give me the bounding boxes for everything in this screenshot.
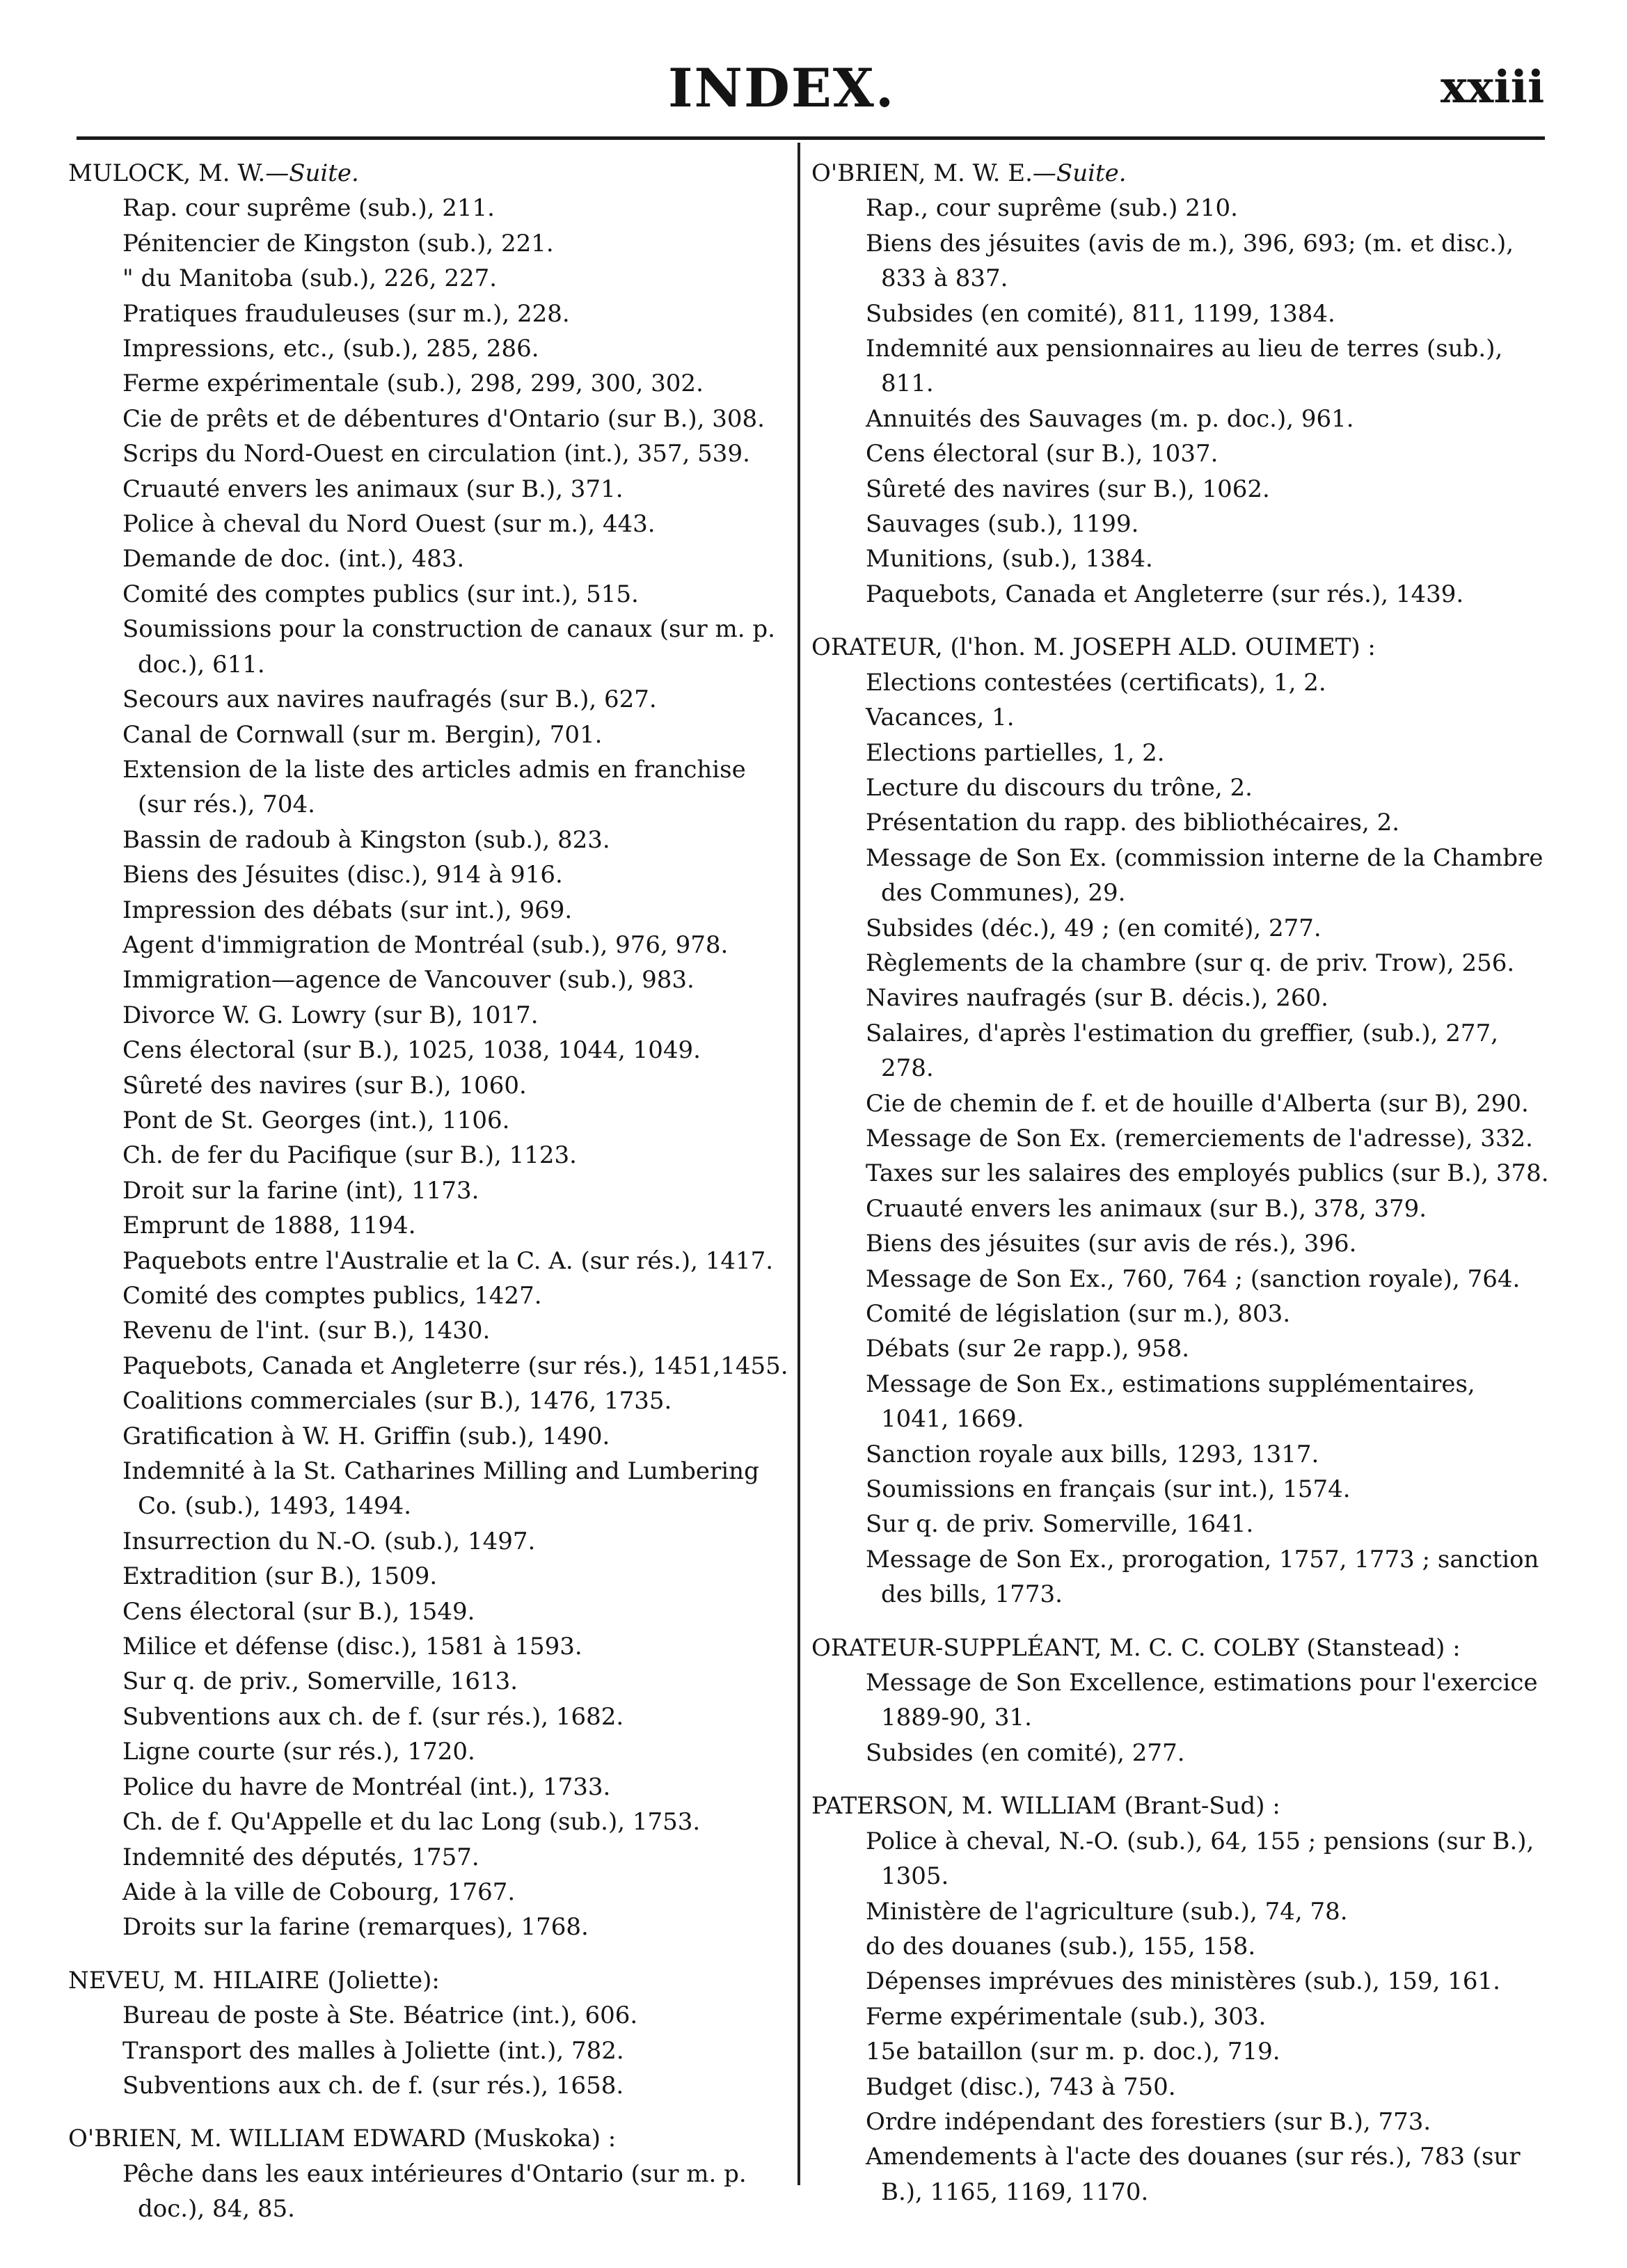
index-entry: Immigration—agence de Vancouver (sub.), 983. bbox=[122, 966, 695, 994]
index-entry: Extradition (sur B.), 1509. bbox=[122, 1562, 438, 1591]
index-entry: Biens des Jésuites (disc.), 914 à 916. bbox=[122, 861, 563, 889]
index-heading bbox=[811, 630, 1549, 665]
page-title: INDEX. bbox=[668, 57, 896, 119]
index-entry: Sur q. de priv., Somerville, 1613. bbox=[122, 1667, 518, 1696]
index-entry: Revenu de l'int. (sur B.), 1430. bbox=[122, 1317, 491, 1345]
index-entry: Budget (disc.), 743 à 750. bbox=[866, 2072, 1176, 2101]
index-entry: Biens des jésuites (sur avis de rés.), 396. bbox=[866, 1230, 1357, 1258]
index-entry: Pont de St. Georges (int.), 1106. bbox=[122, 1106, 510, 1134]
index-entry: Cens électoral (sur B.), 1549. bbox=[122, 1597, 475, 1626]
index-entry: Secours aux navires naufragés (sur B.), 627. bbox=[122, 685, 657, 714]
index-heading bbox=[811, 1789, 1549, 1823]
index-entry: Munitions, (sub.), 1384. bbox=[866, 545, 1153, 573]
index-entry: Ferme expérimentale (sub.), 298, 299, 300, 302. bbox=[122, 370, 704, 398]
heading-suffix: (Stanstead) : bbox=[1299, 1633, 1461, 1662]
index-entry: Paquebots entre l'Australie et la C. A. (sur rés.), 1417. bbox=[122, 1246, 774, 1275]
index-entry: Amendements à l'acte des douanes (sur rés.), 783 (sur B.), 1165, 1169, 1170. bbox=[866, 2143, 1521, 2206]
index-entry: Impressions, etc., (sub.), 285, 286. bbox=[122, 335, 539, 363]
index-entry: Pêche dans les eaux intérieures d'Ontario (sur m. p. doc.), 84, 85. bbox=[122, 2159, 747, 2223]
heading-suffix: —Suite. bbox=[265, 159, 359, 187]
heading-name: MULOCK, M. W. bbox=[68, 159, 266, 187]
index-entry: Police à cheval, N.-O. (sub.), 64, 155 ; pensions (sur B.), 1305. bbox=[866, 1827, 1534, 1891]
section-gap bbox=[68, 2103, 792, 2121]
index-entry: Bureau de poste à Ste. Béatrice (int.), 606. bbox=[122, 2001, 638, 2030]
index-entry: Pénitencier de Kingston (sub.), 221. bbox=[122, 229, 554, 257]
section-gap bbox=[811, 1612, 1549, 1631]
heading-suffix: (l'hon. M. JOSEPH ALD. OUIMET) : bbox=[942, 633, 1376, 662]
index-entry: Vacances, 1. bbox=[866, 704, 1015, 732]
index-entry: Message de Son Ex. (commission interne de la Chambre des Communes), 29. bbox=[866, 843, 1543, 907]
index-entry: Scrips du Nord-Ouest en circulation (int.), 357, 539. bbox=[122, 440, 750, 468]
index-entry: Indemnité des députés, 1757. bbox=[122, 1843, 479, 1871]
column-divider bbox=[797, 143, 800, 2185]
index-entry: Annuités des Sauvages (m. p. doc.), 961. bbox=[866, 404, 1354, 433]
index-entry: Soumissions pour la construction de canaux (sur m. p. doc.), 611. bbox=[122, 615, 775, 679]
header-rule bbox=[77, 136, 1545, 140]
index-entry: Rap., cour suprême (sub.) 210. bbox=[866, 194, 1238, 223]
section-gap bbox=[811, 612, 1549, 630]
index-entry: Subventions aux ch. de f. (sur rés.), 1658. bbox=[122, 2071, 624, 2100]
index-entry: Présentation du rapp. des bibliothécaires, 2. bbox=[866, 809, 1400, 837]
index-entry: Police du havre de Montréal (int.), 1733. bbox=[122, 1773, 611, 1801]
left-column bbox=[68, 156, 792, 2227]
index-entry: Droits sur la farine (remarques), 1768. bbox=[122, 1913, 589, 1942]
index-entry: Police à cheval du Nord Ouest (sur m.), 443. bbox=[122, 510, 656, 539]
index-entry: Biens des jésuites (avis de m.), 396, 693; (m. et disc.), 833 à 837. bbox=[866, 229, 1514, 293]
heading-name: O'BRIEN, M. WILLIAM EDWARD bbox=[68, 2125, 466, 2153]
heading-name: ORATEUR, bbox=[811, 633, 943, 662]
index-entry: Ministère de l'agriculture (sub.), 74, 78. bbox=[866, 1897, 1348, 1926]
index-entry: Elections contestées (certificats), 1, 2. bbox=[866, 668, 1326, 697]
index-entry: Coalitions commerciales (sur B.), 1476, 1735. bbox=[122, 1387, 672, 1415]
page-number: xxiii bbox=[1441, 61, 1545, 113]
index-heading bbox=[68, 1963, 792, 1998]
index-entry: Transport des malles à Joliette (int.), 782. bbox=[122, 2036, 624, 2065]
index-entry: Débats (sur 2e rapp.), 958. bbox=[866, 1335, 1190, 1363]
index-entry: Paquebots, Canada et Angleterre (sur rés.), 1439. bbox=[866, 580, 1464, 608]
index-heading bbox=[68, 156, 792, 191]
index-entry: Cruauté envers les animaux (sur B.), 378, 379. bbox=[866, 1194, 1427, 1223]
index-entry: Gratification à W. H. Griffin (sub.), 1490. bbox=[122, 1422, 610, 1450]
index-entry: Indemnité à la St. Catharines Milling and Lumbering Co. (sub.), 1493, 1494. bbox=[122, 1457, 759, 1521]
index-entry: Message de Son Ex. (remerciements de l'adresse), 332. bbox=[866, 1124, 1533, 1152]
index-entry: Ch. de f. Qu'Appelle et du lac Long (sub.), 1753. bbox=[122, 1808, 701, 1837]
index-entry: 15e bataillon (sur m. p. doc.), 719. bbox=[866, 2038, 1280, 2066]
index-entry: Salaires, d'après l'estimation du greffier, (sub.), 277, 278. bbox=[866, 1019, 1499, 1083]
index-entry: Message de Son Ex., estimations supplémentaires, 1041, 1669. bbox=[866, 1370, 1475, 1434]
heading-suffix: (Joliette): bbox=[319, 1966, 440, 1995]
heading-suffix: (Muskoka) : bbox=[466, 2125, 617, 2153]
index-entry: Cie de chemin de f. et de houille d'Alberta (sur B), 290. bbox=[866, 1089, 1529, 1118]
index-entry: Message de Son Ex., 760, 764 ; (sanction royale), 764. bbox=[866, 1264, 1521, 1293]
index-entry: Divorce W. G. Lowry (sur B), 1017. bbox=[122, 1001, 539, 1029]
index-entry: Demande de doc. (int.), 483. bbox=[122, 545, 465, 573]
section-gap bbox=[68, 1945, 792, 1963]
index-entry: Ch. de fer du Pacifique (sur B.), 1123. bbox=[122, 1141, 577, 1170]
heading-name: NEVEU, M. HILAIRE bbox=[68, 1966, 320, 1995]
index-entry: Subsides (déc.), 49 ; (en comité), 277. bbox=[866, 914, 1322, 942]
heading-suffix: (Brant-Sud) : bbox=[1116, 1792, 1280, 1821]
index-entry: Ferme expérimentale (sub.), 303. bbox=[866, 2002, 1267, 2031]
index-entry: Aide à la ville de Cobourg, 1767. bbox=[122, 1878, 516, 1906]
index-entry: Canal de Cornwall (sur m. Bergin), 701. bbox=[122, 720, 603, 749]
index-entry: Lecture du discours du trône, 2. bbox=[866, 773, 1253, 802]
index-entry: Taxes sur les salaires des employés publics (sur B.), 378. bbox=[866, 1159, 1549, 1188]
index-entry: Insurrection du N.-O. (sub.), 1497. bbox=[122, 1527, 536, 1555]
index-entry: Sanction royale aux bills, 1293, 1317. bbox=[866, 1440, 1319, 1468]
index-entry: Cens électoral (sur B.), 1025, 1038, 1044, 1049. bbox=[122, 1036, 701, 1065]
index-heading bbox=[811, 156, 1549, 191]
heading-name: O'BRIEN, M. W. E. bbox=[811, 159, 1033, 187]
index-entry: Bassin de radoub à Kingston (sub.), 823. bbox=[122, 825, 610, 854]
index-entry: Paquebots, Canada et Angleterre (sur rés.), 1451,1455. bbox=[122, 1351, 788, 1380]
index-entry: Message de Son Ex., prorogation, 1757, 1773 ; sanction des bills, 1773. bbox=[866, 1545, 1539, 1609]
index-entry: Impression des débats (sur int.), 969. bbox=[122, 896, 573, 924]
index-entry: Règlements de la chambre (sur q. de priv. Trow), 256. bbox=[866, 949, 1515, 977]
index-entry: Comité de législation (sur m.), 803. bbox=[866, 1300, 1291, 1328]
index-entry: Droit sur la farine (int), 1173. bbox=[122, 1176, 479, 1205]
index-entry: Cruauté envers les animaux (sur B.), 371. bbox=[122, 475, 624, 503]
index-entry: Indemnité aux pensionnaires au lieu de terres (sub.), 811. bbox=[866, 335, 1503, 398]
index-entry: " du Manitoba (sub.), 226, 227. bbox=[122, 264, 498, 293]
index-entry: Comité des comptes publics, 1427. bbox=[122, 1282, 542, 1310]
index-entry: Comité des comptes publics (sur int.), 515. bbox=[122, 580, 639, 608]
index-entry: Subventions aux ch. de f. (sur rés.), 1682. bbox=[122, 1702, 624, 1731]
index-entry: Navires naufragés (sur B. décis.), 260. bbox=[866, 984, 1328, 1013]
heading-suffix: —Suite. bbox=[1032, 159, 1127, 187]
index-entry: Subsides (en comité), 277. bbox=[866, 1738, 1185, 1767]
index-entry: Emprunt de 1888, 1194. bbox=[122, 1212, 416, 1240]
index-entry: Milice et défense (disc.), 1581 à 1593. bbox=[122, 1633, 582, 1661]
index-entry: Extension de la liste des articles admis en franchise (sur rés.), 704. bbox=[122, 755, 746, 819]
index-entry: Soumissions en français (sur int.), 1574. bbox=[866, 1475, 1351, 1504]
index-heading bbox=[68, 2121, 792, 2156]
index-entry: Dépenses imprévues des ministères (sub.), 159, 161. bbox=[866, 1967, 1500, 1996]
heading-name: ORATEUR-SUPPLÉANT, M. C. C. COLBY bbox=[811, 1633, 1299, 1662]
index-entry: do des douanes (sub.), 155, 158. bbox=[866, 1932, 1256, 1960]
index-entry: Ligne courte (sur rés.), 1720. bbox=[122, 1738, 475, 1766]
index-entry: Pratiques frauduleuses (sur m.), 228. bbox=[122, 299, 570, 328]
index-heading bbox=[811, 1631, 1549, 1665]
index-entry: Sûreté des navires (sur B.), 1062. bbox=[866, 475, 1270, 503]
heading-name: PATERSON, M. WILLIAM bbox=[811, 1792, 1117, 1821]
index-entry: Sûreté des navires (sur B.), 1060. bbox=[122, 1071, 527, 1100]
index-entry: Message de Son Excellence, estimations pour l'exercice 1889-90, 31. bbox=[866, 1669, 1538, 1732]
index-entry: Sur q. de priv. Somerville, 1641. bbox=[866, 1510, 1254, 1539]
index-entry: Subsides (en comité), 811, 1199, 1384. bbox=[866, 299, 1335, 328]
index-entry: Sauvages (sub.), 1199. bbox=[866, 510, 1139, 539]
index-entry: Elections partielles, 1, 2. bbox=[866, 738, 1165, 767]
right-column bbox=[811, 156, 1549, 2210]
index-entry: Cens électoral (sur B.), 1037. bbox=[866, 440, 1219, 468]
index-entry: Cie de prêts et de débentures d'Ontario (sur B.), 308. bbox=[122, 404, 765, 433]
index-entry: Agent d'immigration de Montréal (sub.), 976, 978. bbox=[122, 930, 729, 959]
index-entry: Ordre indépendant des forestiers (sur B.), 773. bbox=[866, 2107, 1431, 2136]
index-entry: Rap. cour suprême (sub.), 211. bbox=[122, 194, 495, 223]
section-gap bbox=[811, 1770, 1549, 1789]
